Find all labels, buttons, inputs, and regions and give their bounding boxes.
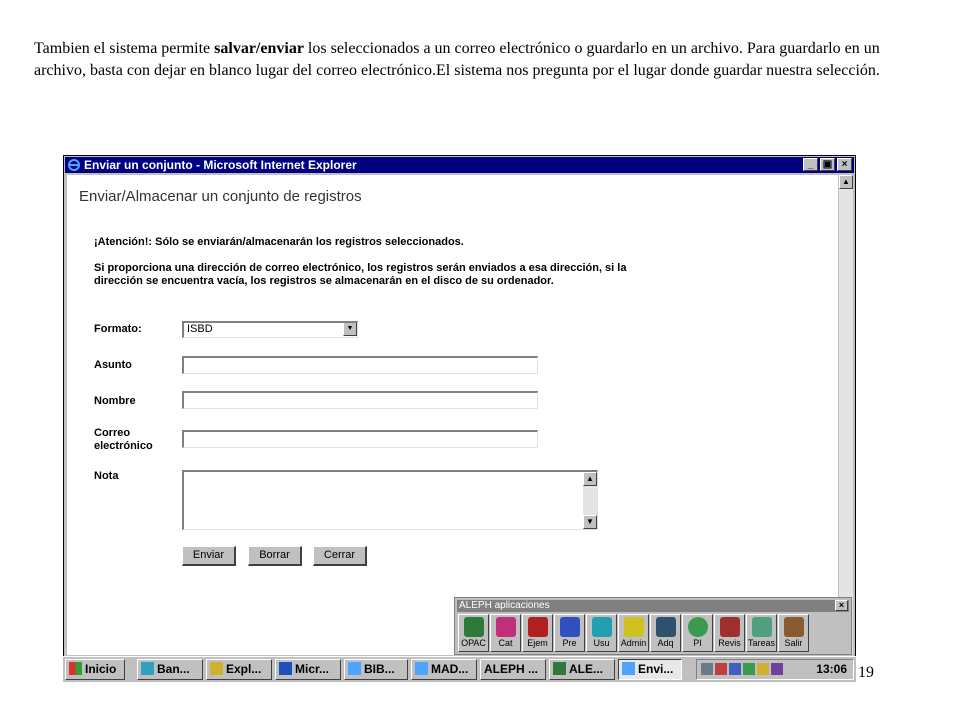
page-content	[67, 175, 838, 655]
scroll-up-icon[interactable]: ▲	[583, 472, 597, 486]
asunto-input[interactable]	[182, 356, 538, 374]
textarea-scrollbar[interactable]	[583, 472, 597, 529]
aleph-titlebar[interactable]: ALEPH aplicaciones ×	[457, 600, 849, 612]
start-button[interactable]: Inicio	[65, 659, 125, 680]
window-titlebar[interactable]	[65, 157, 854, 173]
ie-icon	[348, 662, 361, 675]
money-bag-icon	[656, 617, 676, 637]
binoculars-icon	[464, 617, 484, 637]
page-scrollbar[interactable]	[839, 175, 853, 655]
aleph-icon	[553, 662, 566, 675]
window-title: Enviar un conjunto - Microsoft Internet Explorer	[84, 158, 357, 172]
ie-icon	[415, 662, 428, 675]
tray-icon[interactable]	[701, 663, 713, 675]
word-icon	[279, 662, 292, 675]
form-heading: Enviar/Almacenar un conjunto de registros	[79, 188, 362, 205]
taskbar-item[interactable]: ALE...	[549, 659, 615, 680]
tray-icon[interactable]	[729, 663, 741, 675]
system-tray	[696, 659, 854, 680]
user-card-icon	[592, 617, 612, 637]
nota-textarea[interactable]	[182, 470, 598, 530]
formato-select[interactable]: ISBD ▼	[182, 321, 358, 338]
scroll-up-icon[interactable]: ▲	[839, 175, 853, 189]
globe-icon	[688, 617, 708, 637]
tool-revis[interactable]: Revis	[714, 614, 745, 652]
loan-book-icon	[560, 617, 580, 637]
tray-icon[interactable]	[715, 663, 727, 675]
tool-pi[interactable]: PI	[682, 614, 713, 652]
enviar-button[interactable]: Enviar	[182, 546, 236, 566]
aleph-close-button[interactable]: ×	[835, 600, 848, 611]
magazines-icon	[720, 617, 740, 637]
books-icon	[528, 617, 548, 637]
info-note: Si proporciona una dirección de correo electrónico, los registros serán enviados a esa dirección, si la dirección se encuentra vacía, los registros se almacenarán en el disco de su ordenador.	[94, 262, 627, 287]
tool-ejem[interactable]: Ejem	[522, 614, 553, 652]
tray-icon[interactable]	[771, 663, 783, 675]
taskbar-item-active[interactable]: Envi...	[618, 659, 682, 680]
formato-label: Formato:	[94, 323, 142, 335]
taskbar-item[interactable]: ALEPH ...	[480, 659, 546, 680]
attention-note: ¡Atención!: Sólo se enviarán/almacenarán los registros seleccionados. Si proporciona una dirección de correo electrónico, los registros serán enviados a esa dirección, si la dirección se encuentra vacía, los registros se almacenarán en el disco de su ordenador.	[94, 236, 634, 288]
taskbar	[63, 656, 856, 682]
folder-icon	[210, 662, 223, 675]
tool-opac[interactable]: OPAC	[458, 614, 489, 652]
windows-logo-icon	[69, 662, 82, 675]
maximize-button[interactable]: ▣	[820, 158, 835, 171]
app-icon	[141, 662, 154, 675]
nombre-input[interactable]	[182, 391, 538, 409]
minimize-button[interactable]: _	[803, 158, 818, 171]
tool-salir[interactable]: Salir	[778, 614, 809, 652]
task-stack-icon	[752, 617, 772, 637]
taskbar-item[interactable]: BIB...	[344, 659, 408, 680]
catalog-pencil-icon	[496, 617, 516, 637]
tool-cat[interactable]: Cat	[490, 614, 521, 652]
tool-pre[interactable]: Pre	[554, 614, 585, 652]
ie-icon	[622, 662, 635, 675]
borrar-button[interactable]: Borrar	[248, 546, 302, 566]
tool-adq[interactable]: Adq	[650, 614, 681, 652]
aleph-toolbar-window	[454, 597, 852, 655]
close-button[interactable]: ×	[837, 158, 852, 171]
page-number: 19	[858, 664, 874, 681]
admin-pencils-icon	[624, 617, 644, 637]
clock: 13:06	[816, 662, 847, 676]
tool-usu[interactable]: Usu	[586, 614, 617, 652]
nota-label: Nota	[94, 470, 119, 482]
taskbar-item[interactable]: MAD...	[411, 659, 477, 680]
tray-icon[interactable]	[757, 663, 769, 675]
exit-door-icon	[784, 617, 804, 637]
taskbar-item[interactable]: Ban...	[137, 659, 203, 680]
asunto-label: Asunto	[94, 359, 132, 371]
cerrar-button[interactable]: Cerrar	[313, 546, 367, 566]
correo-input[interactable]	[182, 430, 538, 448]
correo-label: Correo electrónico	[94, 427, 153, 452]
scroll-down-icon[interactable]: ▼	[583, 515, 597, 529]
nombre-label: Nombre	[94, 395, 136, 407]
intro-paragraph: Tambien el sistema permite salvar/enviar los seleccionados a un correo electrónico o guardarlo en un archivo. Para guardarlo en un archivo, basta con dejar en blanco lugar del correo electrónico.El sistema nos pregunta por el lugar donde guardar nuestra selección.	[34, 40, 880, 79]
tool-tareas[interactable]: Tareas	[746, 614, 777, 652]
intro-bold-term: salvar/enviar	[214, 40, 304, 57]
ie-icon	[67, 158, 81, 172]
taskbar-item[interactable]: Micr...	[275, 659, 341, 680]
chevron-down-icon[interactable]: ▼	[343, 323, 357, 336]
taskbar-item[interactable]: Expl...	[206, 659, 272, 680]
tool-admin[interactable]: Admin	[618, 614, 649, 652]
tray-icon[interactable]	[743, 663, 755, 675]
